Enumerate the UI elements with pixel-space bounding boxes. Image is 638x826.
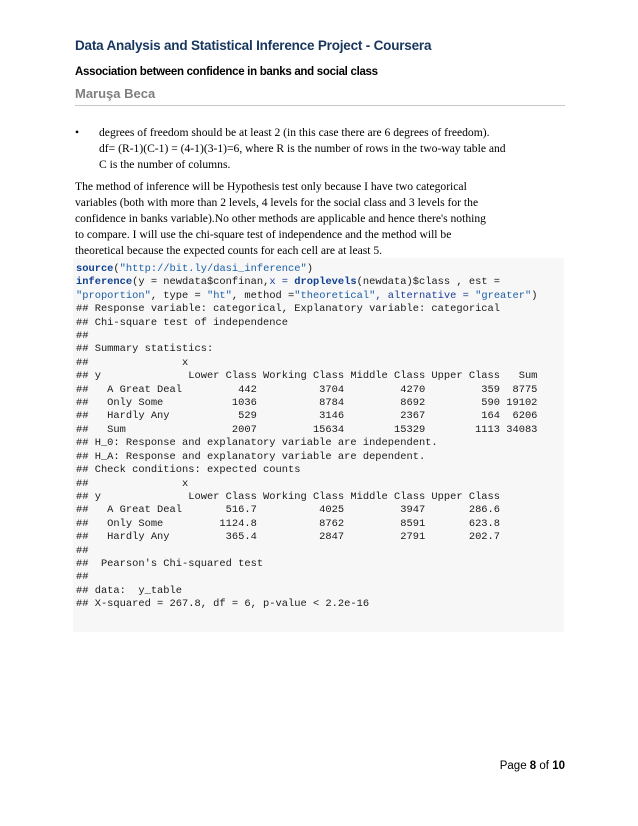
code-output-line: ## x [76,477,189,490]
code-output-line: ## [76,330,89,343]
code-string: "theoretical" [294,289,376,302]
code-output-line: ## H_A: Response and explanatory variable are dependent. [76,450,426,463]
bullet-line: degrees of freedom should be at least 2 (in this case there are 6 degrees of freedom). [99,126,490,139]
code-output-line: ## x [76,356,189,369]
page-title: Data Analysis and Statistical Inference Project - Coursera [75,38,432,53]
code-token: , alternative = [375,289,476,302]
code-string: "ht" [206,289,232,302]
code-token: ( [113,263,120,275]
code-output-line: ## Summary statistics: [76,343,214,356]
code-output-line: ## Check conditions: expected counts [76,464,301,477]
code-token: ) [306,263,313,275]
code-token: ) [531,289,538,302]
code-output-line: ## Pearson's Chi-squared test [76,557,264,570]
page-footer [500,760,565,772]
page-total: 10 [552,760,565,772]
page-label: Page [499,760,527,772]
method-paragraph [75,179,565,259]
code-output-line: ## A Great Deal 516.7 4025 3947 286.6 [76,504,501,517]
paragraph-line: theoretical because the expected counts for each cell are at least 5. [75,244,383,257]
code-output-summary [76,303,564,437]
code-output-line: ## H_0: Response and explanatory variable are independent. [76,437,438,450]
code-output-line: ## Only Some 1124.8 8762 8591 623.8 [76,517,501,530]
code-output-line: ## A Great Deal 442 3704 4270 359 8775 [76,383,538,396]
bullet-item [75,125,565,173]
code-string: "greater" [475,289,532,302]
paragraph-line: confidence in banks variable).No other methods are applicable and hence there's nothing [75,212,486,225]
paragraph-line: variables (both with more than 2 levels, 4 levels for the social class and 3 levels for the [75,196,479,209]
code-token: (newdata)$class , est = [356,276,501,289]
code-output-line: ## y Lower Class Working Class Middle Class Upper Class [76,490,501,503]
code-token: x = [269,276,295,289]
code-token: inference [76,276,133,289]
bullet-line: C is the number of columns. [99,158,231,171]
code-output-line: ## Sum 2007 15634 15329 1113 34083 [76,423,538,436]
code-output-line: ## [76,571,89,584]
page-number: 8 [529,760,537,772]
code-output-line: ## Chi-square test of independence [76,316,289,329]
bullet-line: df= (R-1)(C-1) = (4-1)(3-1)=6, where R is the number of rows in the two-way table and [99,142,506,155]
code-output-line: ## Only Some 1036 8784 8692 590 19102 [76,397,538,410]
code-output-test [76,437,564,611]
code-token: , type = [150,289,207,302]
code-input [76,263,564,303]
paragraph-line: The method of inference will be Hypothesis test only because I have two categorical [75,180,467,193]
header-divider [75,105,565,106]
author-name: Maruşa Beca [75,86,156,101]
document-subtitle: Association between confidence in banks and social class [75,66,378,78]
paragraph-line: to compare. I will use the chi-square test of independence and the method will be [75,228,452,241]
bullet-icon: • [75,126,80,139]
code-token: (y = newdata$confinan, [132,276,270,289]
code-output-line: ## Response variable: categorical, Explanatory variable: categorical [76,303,501,316]
code-output-line: ## Hardly Any 365.4 2847 2791 202.7 [76,531,501,544]
page-of: of [539,760,549,772]
code-token: source [76,263,114,275]
code-token: , method = [231,289,295,302]
code-block [73,258,564,632]
code-output-line: ## y Lower Class Working Class Middle Class Upper Class Sum [76,370,538,383]
code-token: droplevels [294,276,357,289]
code-output-line: ## Hardly Any 529 3146 2367 164 6206 [76,410,538,423]
code-output-line: ## X-squared = 267.8, df = 6, p-value < 2.2e-16 [76,598,370,611]
code-string: "proportion" [76,289,151,302]
code-output-line: ## [76,544,89,557]
code-output-line: ## data: y_table [76,584,183,597]
code-string: "http://bit.ly/dasi_inference" [119,263,307,275]
